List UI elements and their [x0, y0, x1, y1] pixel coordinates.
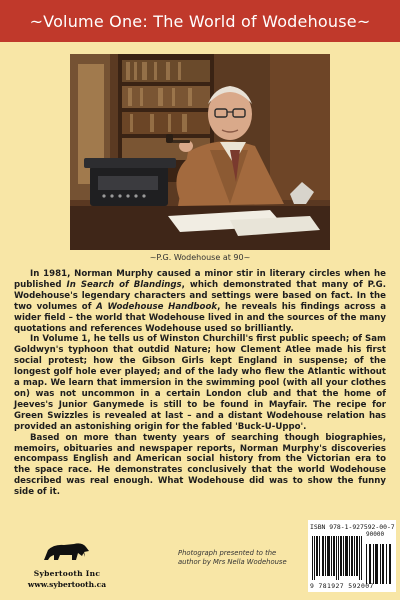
publisher-name: Sybertooth Inc [33, 569, 101, 578]
addon-code: 90000 [366, 531, 385, 538]
footer [0, 512, 400, 600]
title-banner [0, 0, 400, 42]
blurb-text: , he reveals his findings across a wider field – the world that Wodehouse lived in and the sources of the many quotations and references Wodehouse used so brilliantly. [14, 301, 387, 334]
sabertooth-logo-icon [40, 538, 92, 564]
blurb-paragraph-3: Based on more than twenty years of searching though biographies, memoirs, obituaries and newspaper reports, Norman Murphy's discoveries encompass English and American social history from the Victorian era to the space race. He demonstrates conclusively that the world Wodehouse described was real enough. What Wodehouse did was to show the funny side of it. [14, 432, 386, 498]
barcode-icon [312, 536, 364, 580]
blurb-paragraph-2: In Volume 1, he tells us of Winston Churchill's first public speech; of Sam Goldwyn's typhoon that outdid Nature; how Clement Atlee made his first social protest; how the Gibson Girls kept England in suspense; of the longest golf hole ever played; and of the lady who flew the Atlantic without a map. We learn that immersion in the swimming pool (with all your clothes on) was not uncommon in a certain London club and that the home of Jeeves's Junior Ganymede is still to be found in Mayfair. The recipe for Green Swizzles is revealed at last – and a distant Wodehouse relation has provided an astonishing origin for the fabled 'Buck-U-Uppo'. [14, 334, 386, 432]
book-title-wodehouse-handbook: A Wodehouse Handbook [96, 301, 218, 312]
blurb-paragraph-1 [14, 269, 386, 334]
photo-credit: Photograph presented to the author by Mrs Nella Wodehouse [178, 549, 287, 566]
author-photo [70, 54, 330, 250]
volume-title: ~Volume One: The World of Wodehouse~ [29, 11, 371, 31]
photo-caption: ~P.G. Wodehouse at 90~ [149, 253, 251, 262]
isbn-number: ISBN 978-1-927592-00-7 [310, 523, 395, 531]
ean-number: 9 781927 592007 [310, 582, 374, 590]
blurb-text: In 1981, Norman Murphy caused a minor stir in literary circles when he published [14, 269, 386, 290]
isbn-barcode [308, 520, 396, 592]
addon-barcode-icon [366, 544, 392, 584]
publisher-website: www.sybertooth.ca [27, 580, 107, 589]
blurb [14, 269, 386, 498]
blurb-text: , which demonstrated that many of P.G. Wodehouse's legendary characters and settings were based on fact. In the two volumes of [14, 279, 386, 312]
book-title-in-search-of-blandings: In Search of Blandings [66, 279, 182, 290]
